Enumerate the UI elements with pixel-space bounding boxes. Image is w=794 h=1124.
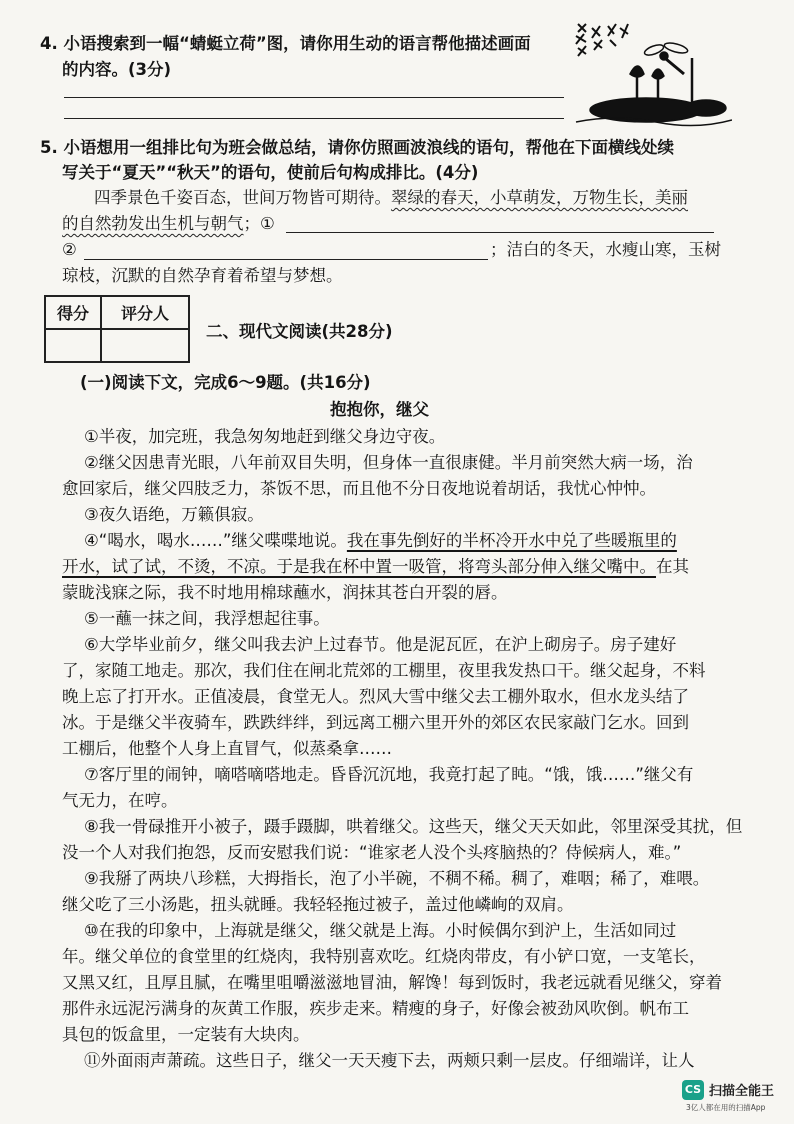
q5-after-text: ；①: [243, 214, 275, 233]
paragraph-10-line3: 又黑又红，且厚且腻，在嘴里咀嚼滋滋地冒油，解馋！每到饭时，我老远就看见继父，穿着: [62, 973, 722, 992]
q5-blank2-mark: ②: [62, 240, 77, 259]
app-name: 扫描全能王: [709, 1084, 775, 1099]
score-table: [44, 295, 190, 363]
q5-blank-2[interactable]: [84, 259, 488, 260]
q4-answer-line-2: [64, 118, 564, 119]
article-title: 抱抱你，继父: [330, 400, 429, 419]
paragraph-9-line2: 继父吃了三小汤匙，扭头就睡。我轻轻拖过被子，盖过他嶙峋的双肩。: [62, 895, 574, 914]
paragraph-6-line1: ⑥大学毕业前夕，继父叫我去沪上过春节。他是泥瓦匠，在沪上砌房子。房子建好: [84, 635, 677, 654]
app-tagline: 3亿人都在用的扫描App: [686, 1103, 766, 1112]
subsection-heading: (一)阅读下文，完成6～9题。(共16分): [80, 373, 371, 392]
paragraph-6-line3: 晚上忘了打开水。正值凌晨，食堂无人。烈风大雪中继父去工棚外取水，但水龙头结了: [62, 687, 689, 706]
q5-plain-text: 四季景色千姿百态，世间万物皆可期待。: [94, 188, 391, 207]
paragraph-2-line2: 愈回家后，继父四肢乏力，茶饭不思，而且他不分日夜地说着胡话，我忧心忡忡。: [62, 479, 656, 498]
paragraph-10-line2: 年。继父单位的食堂里的红烧肉，我特别喜欢吃。红烧肉带皮，有小铲口宽，一支笔长，: [62, 947, 706, 966]
paragraph-11-line1: ⑪外面雨声萧疏。这些日子，继父一天天瘦下去，两颊只剩一层皮。仔细端详，让人: [84, 1051, 695, 1070]
paragraph-6-line4: 冰。于是继父半夜骑车，跌跌绊绊，到远离工棚六里开外的郊区农民家敲门乞水。回到: [62, 713, 689, 732]
q5-wavy-text-1: 翠绿的春天，小草萌发，万物生长，美丽: [391, 188, 688, 207]
paragraph-10-line5: 具包的饭盒里，一定装有大块肉。: [62, 1025, 310, 1044]
score-header: 得分: [45, 296, 101, 329]
paragraph-7-line2: 气无力，在哼。: [62, 791, 178, 810]
paragraph-3: ③夜久语绝，万籁俱寂。: [84, 505, 264, 524]
q5-wavy-text-2: 的自然勃发出生机与朝气: [62, 214, 244, 233]
section-heading: 二、现代文阅读(共28分): [206, 322, 393, 341]
q5-line2: 写关于“夏天”“秋天”的语句，使前后句构成排比。(4分): [62, 163, 479, 182]
paragraph-4-plain: ④“喝水，喝水……”继父喋喋地说。: [84, 531, 347, 550]
camscanner-logo-icon: CS: [682, 1080, 704, 1100]
grader-header: 评分人: [101, 296, 189, 329]
q5-paragraph-line2: [62, 213, 275, 235]
paragraph-1: ①半夜，加完班，我急匆匆地赶到继父身边守夜。: [84, 427, 446, 446]
paragraph-4-underlined-2: 开水，试了试，不烫，不凉。于是我在杯中置一吸管，将弯头部分伸入继父嘴中。: [62, 557, 656, 576]
score-cell[interactable]: [45, 329, 101, 362]
q4-line1: 4. 小语搜索到一幅“蜻蜓立荷”图，请你用生动的语言帮他描述画面: [40, 34, 531, 53]
paragraph-4-plain-2: 在其: [656, 557, 689, 576]
paragraph-2-line1: ②继父因患青光眼，八年前双目失明，但身体一直很康健。半月前突然大病一场，治: [84, 453, 693, 472]
paragraph-4-underlined-1: 我在事先倒好的半杯冷开水中兑了些暖瓶里的: [346, 531, 677, 550]
paragraph-5: ⑤一蘸一抹之间，我浮想起往事。: [84, 609, 330, 628]
paragraph-8-line2: 没一个人对我们抱怨，反而安慰我们说：“谁家老人没个头疼脑热的？侍候病人，难。”: [62, 843, 682, 862]
paragraph-7-line1: ⑦客厅里的闹钟，嘀嗒嘀嗒地走。昏昏沉沉地，我竟打起了盹。“饿，饿……”继父有: [84, 765, 694, 784]
paragraph-10-line4: 那件永远泥污满身的灰黄工作服，疾步走来。精瘦的身子，好像会被劲风吹倒。帆布工: [62, 999, 689, 1018]
q4-answer-line-1: [64, 97, 564, 98]
q5-blank-1[interactable]: [286, 232, 714, 233]
paragraph-8-line1: ⑧我一骨碌推开小被子，蹑手蹑脚，哄着继父。这些天，继父天天如此，邻里深受其扰，但: [84, 817, 743, 836]
q5-paragraph-line1: [94, 187, 688, 209]
q4-line2: 的内容。(3分): [62, 60, 172, 79]
paragraph-4-line1: [84, 530, 677, 552]
q5-after-blank2: ；洁白的冬天，水瘦山寒，玉树: [490, 240, 721, 259]
q5-last-line: 琼枝，沉默的自然孕育着希望与梦想。: [62, 266, 343, 285]
paragraph-6-line2: 了，家随工地走。那次，我们住在闸北荒郊的工棚里，夜里我发热口干。继父起身，不料: [62, 661, 706, 680]
paragraph-4-line2: [62, 556, 689, 578]
paragraph-10-line1: ⑩在我的印象中，上海就是继父，继父就是上海。小时候偶尔到沪上，生活如同过: [84, 921, 677, 940]
paragraph-6-line5: 工棚后，他整个人身上直冒气，似蒸桑拿……: [62, 739, 392, 758]
paragraph-4-line3: 蒙眬浅寐之际，我不时地用棉球蘸水，润抹其苍白开裂的唇。: [62, 583, 508, 602]
paragraph-9-line1: ⑨我掰了两块八珍糕，大拇指长，泡了小半碗，不稠不稀。稠了，难咽；稀了，难喂。: [84, 869, 710, 888]
q5-line1: 5. 小语想用一组排比句为班会做总结，请你仿照画波浪线的语句，帮他在下面横线处续: [40, 138, 674, 157]
grader-cell[interactable]: [101, 329, 189, 362]
dragonfly-lotus-illustration: [572, 18, 732, 130]
